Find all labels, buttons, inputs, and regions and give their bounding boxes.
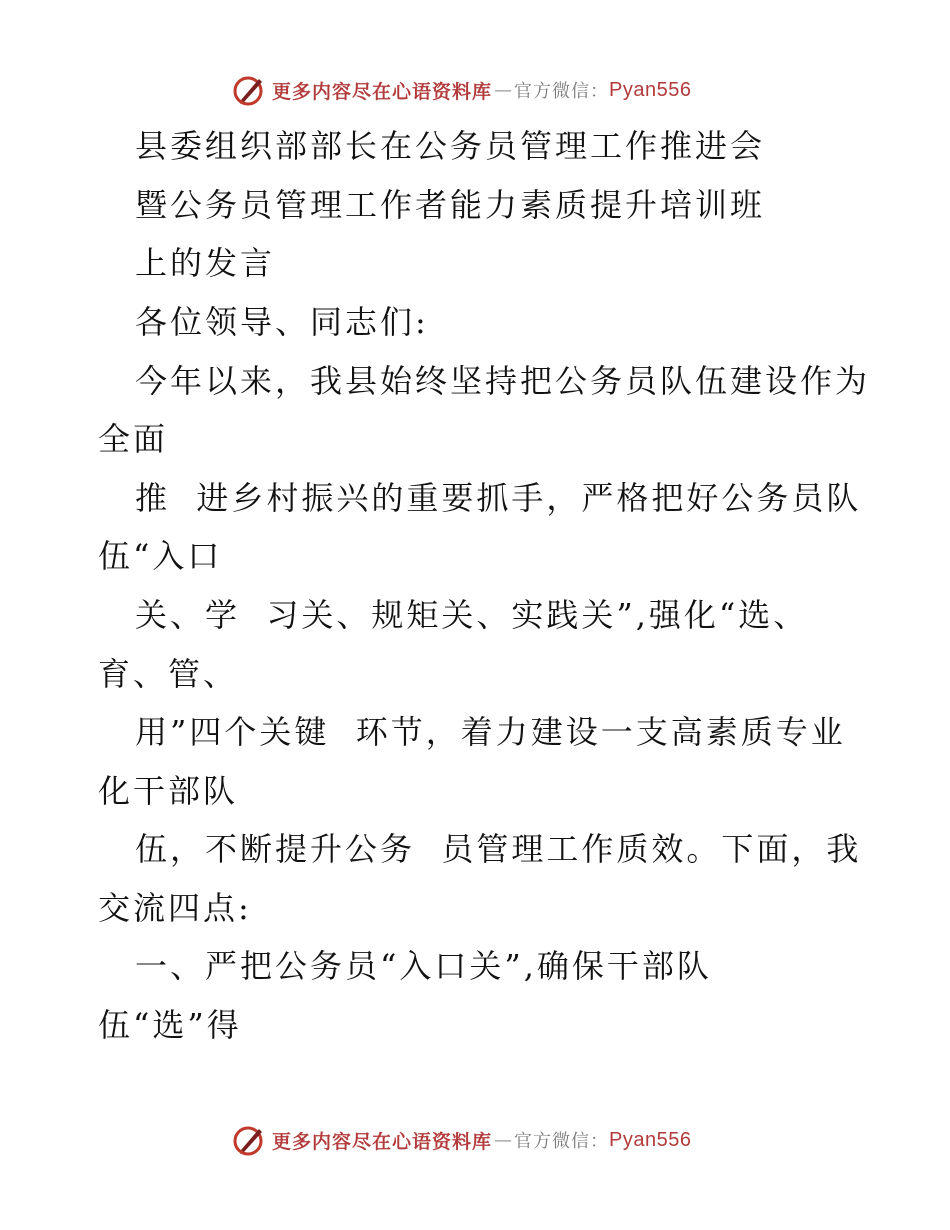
title-line-3: 上的发言 (135, 244, 276, 282)
section-heading-line-1: 一、严把公务员“入口关”,确保干部队 (135, 947, 712, 985)
body-line-8: 化干部队 (98, 772, 239, 810)
watermark-wechat-id: Pyan556 (609, 1128, 692, 1151)
body-line-5: 关、学 习关、规矩关、实践关”,强化“选、 (135, 596, 809, 634)
watermark-text: 更多内容尽在心语资料库 (272, 1130, 493, 1153)
watermark-dash: — (494, 1129, 513, 1151)
watermark-footer (232, 1123, 691, 1157)
title-line-1: 县委组织部部长在公务员管理工作推进会 (135, 127, 766, 165)
quill-logo-icon (232, 73, 266, 107)
body-line-2: 全面 (98, 420, 169, 458)
greeting: 各位领导、同志们: (135, 303, 429, 341)
body-line-10: 交流四点: (98, 889, 252, 927)
title-line-2: 暨公务员管理工作者能力素质提升培训班 (135, 186, 766, 224)
watermark-header (232, 73, 691, 107)
body-line-3: 推 进乡村振兴的重要抓手，严格把好公务员队 (135, 479, 862, 517)
watermark-official-label: 官方微信： (514, 1131, 610, 1152)
watermark-wechat-id: Pyan556 (609, 78, 692, 101)
watermark-dash: — (494, 79, 513, 101)
body-line-1: 今年以来，我县始终坚持把公务员队伍建设作为 (135, 362, 871, 400)
body-line-9: 伍，不断提升公务 员管理工作质效。下面，我 (135, 830, 862, 868)
quill-logo-icon (232, 1123, 266, 1157)
body-line-4: 伍“入口 (98, 537, 223, 575)
watermark-official-label: 官方微信： (514, 81, 610, 102)
body-line-6: 育、管、 (98, 655, 239, 693)
section-heading-line-2: 伍“选”得 (98, 1006, 242, 1044)
watermark-text: 更多内容尽在心语资料库 (272, 80, 493, 103)
body-line-7: 用”四个关键 环节，着力建设一支高素质专业 (135, 713, 846, 751)
